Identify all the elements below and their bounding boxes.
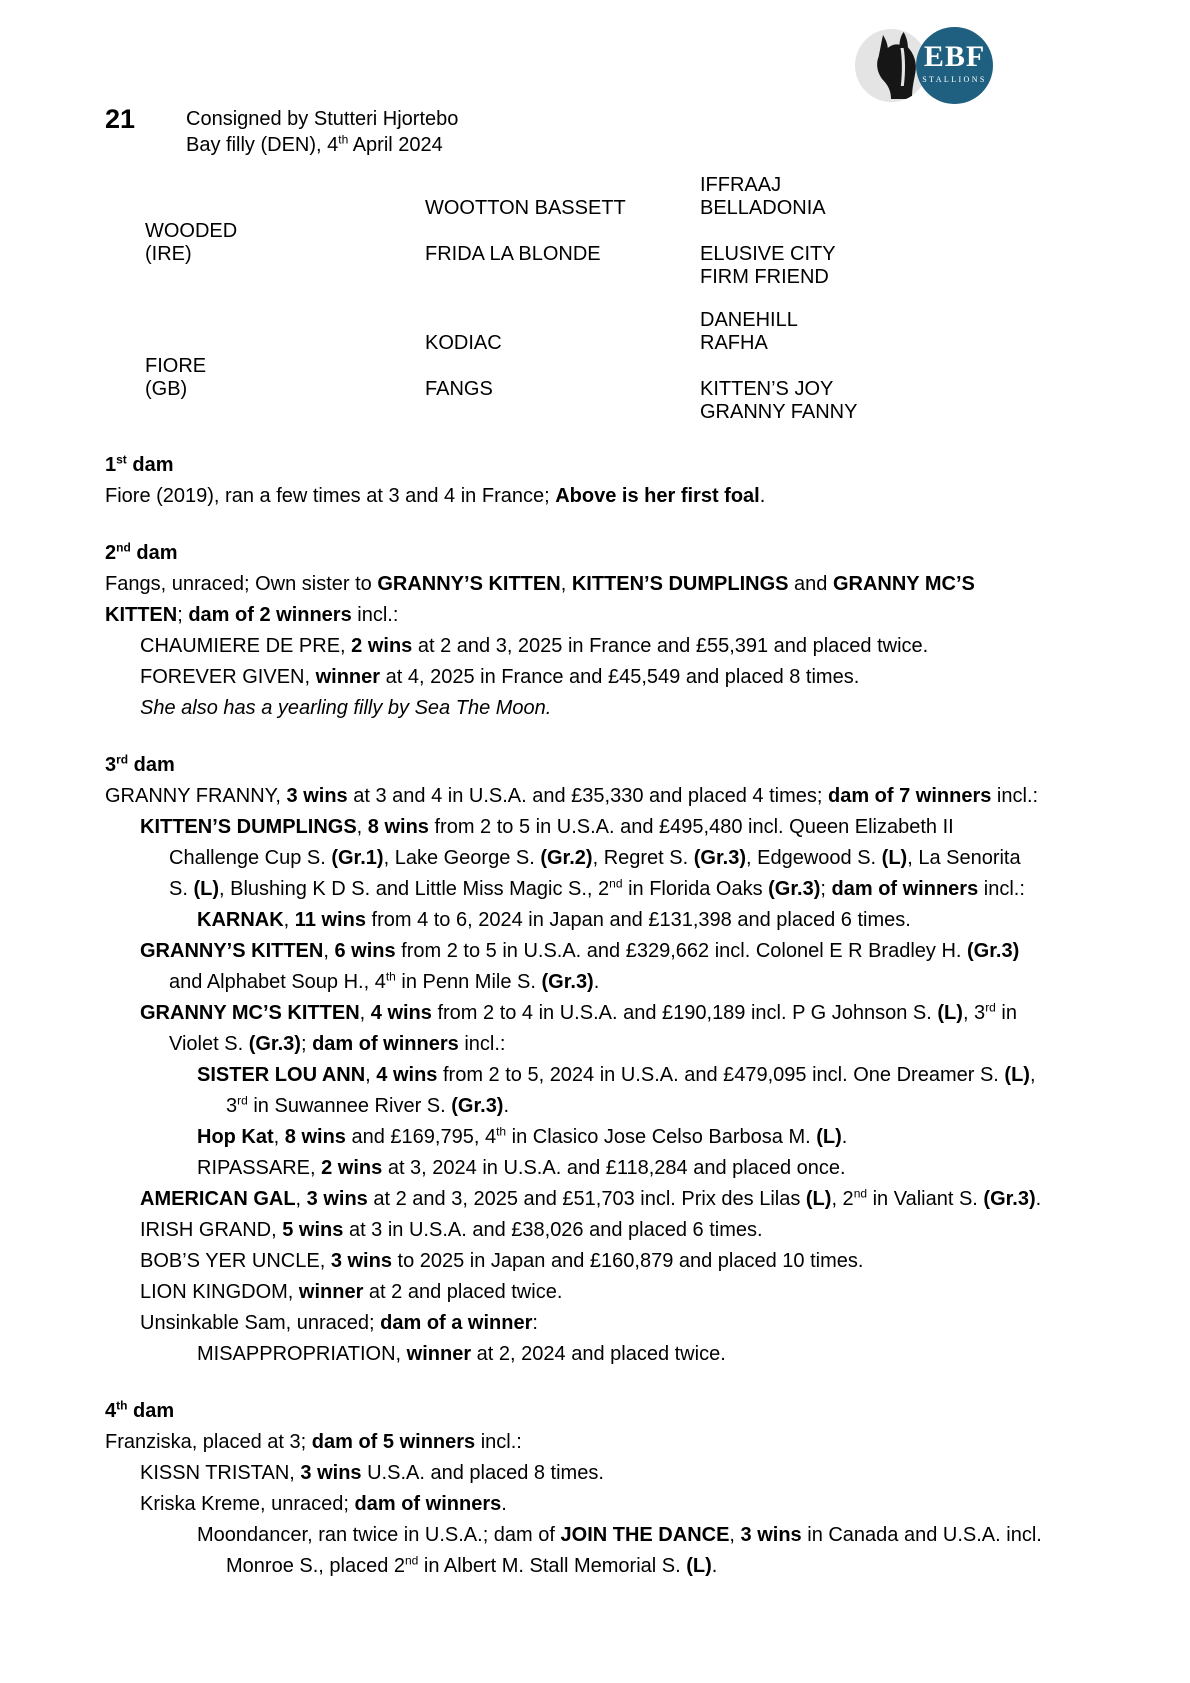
text-segment: RIPASSARE, [197,1157,322,1179]
text-segment: dam of a winner [380,1312,533,1334]
text-segment: dam of 2 winners [188,604,352,626]
pedigree-empty-cell [145,197,425,220]
text-segment: and Alphabet Soup H., 4 [169,971,386,993]
ebf-stallions-logo [855,27,992,104]
text-segment: dam [127,1400,175,1422]
text-segment: 3 wins [300,1462,362,1484]
catalogue-text-line [105,1489,1085,1520]
text-segment: : [532,1312,538,1334]
pedigree-name: DANEHILL [700,309,798,331]
text-segment: (Gr.3) [541,971,594,993]
text-segment: Monroe S., placed 2 [226,1555,405,1577]
pedigree-group-gap [145,289,1085,309]
pedigree-name: FIORE [145,355,207,377]
pedigree-name: (GB) [145,378,188,400]
text-segment: 3 [105,754,117,776]
catalogue-text-line [105,1122,1085,1153]
superscript: st [116,452,127,467]
text-segment: at 2 and 3, 2025 and £51,703 incl. Prix des Lilas [367,1188,806,1210]
text-segment: 1 [105,454,117,476]
text-segment: 3 wins [740,1524,802,1546]
catalogue-text-line [105,998,1085,1029]
text-segment: , Regret S. [592,847,694,869]
text-segment: (Gr.3) [768,878,821,900]
superscript: nd [853,1186,868,1201]
dam-heading [105,450,1085,481]
text-segment: (L) [881,847,908,869]
text-segment: S. [169,878,194,900]
text-segment: April 2024 [348,134,443,156]
text-segment: dam [128,754,175,776]
pedigree-empty-cell [145,401,425,424]
text-segment: (Gr.1) [331,847,384,869]
text-segment: in Albert M. Stall Memorial S. [418,1555,687,1577]
pedigree-empty-cell [425,401,700,424]
text-segment: dam of winners [312,1033,459,1055]
text-segment: Above is her first foal [555,485,760,507]
text-segment: Kriska Kreme, unraced; [140,1493,355,1515]
catalogue-text-line [105,1277,1085,1308]
text-segment: dam of 5 winners [311,1431,476,1453]
text-segment: , [729,1524,741,1546]
text-segment: KISSN TRISTAN, [140,1462,301,1484]
superscript: nd [609,876,623,891]
text-segment: KITTEN’S DUMPLINGS [140,816,357,838]
catalogue-text-line [105,1427,1085,1458]
text-segment: 2 wins [351,635,413,657]
text-segment: at 3 and 4 in U.S.A. and £35,330 and placed 4 times; [347,785,828,807]
pedigree-name: (IRE) [145,243,192,265]
text-segment: LION KINGDOM, [140,1281,299,1303]
pedigree-name: ELUSIVE CITY [700,243,836,265]
text-segment: GRANNY FRANNY, [105,785,287,807]
catalogue-text-line [105,1184,1085,1215]
text-segment: ; [177,604,189,626]
text-segment: at 3, 2024 in U.S.A. and £118,284 and placed once. [382,1157,846,1179]
pedigree-row [145,401,1085,424]
text-segment: incl.: [991,785,1039,807]
text-segment: . [759,485,766,507]
text-segment: 3 wins [330,1250,392,1272]
text-segment: 3 [226,1095,238,1117]
text-segment: in Canada and U.S.A. incl. [801,1524,1042,1546]
pedigree-name: RAFHA [700,332,768,354]
text-segment: U.S.A. and placed 8 times. [361,1462,604,1484]
text-segment: , [1029,1064,1036,1086]
text-segment: MISAPPROPRIATION, [197,1343,407,1365]
text-segment: 3 wins [286,785,348,807]
text-segment: JOIN THE DANCE [560,1524,730,1546]
superscript: nd [405,1553,419,1568]
catalogue-text-line [105,967,1085,998]
text-segment: (L) [816,1126,842,1148]
catalogue-text-line [105,1060,1085,1091]
text-segment: (L) [686,1555,712,1577]
pedigree-empty-cell [700,220,1085,243]
text-segment: (Gr.3) [983,1188,1036,1210]
text-segment: , Blushing K D S. and Little Miss Magic S., 2 [219,878,610,900]
text-segment: 2 [105,542,117,564]
text-segment: . [503,1095,510,1117]
text-segment: 11 wins [294,909,366,931]
dam-heading [105,538,1085,569]
text-segment: . [593,971,600,993]
pedigree-table [145,174,1085,424]
text-segment: KITTEN [105,604,178,626]
pedigree-empty-cell [145,266,425,289]
text-segment: 4 wins [370,1002,432,1024]
text-segment: . [711,1555,718,1577]
text-segment: in Valiant S. [867,1188,984,1210]
catalogue-text-line [105,781,1085,812]
text-segment: at 4, 2025 in France and £45,549 and placed 8 times. [380,666,860,688]
superscript: th [116,1398,128,1413]
text-segment: Unsinkable Sam, unraced; [140,1312,381,1334]
text-segment: incl.: [978,878,1025,900]
lot-header [105,106,1085,158]
text-segment: Franziska, placed at 3; [105,1431,312,1453]
text-segment: , [283,909,295,931]
text-segment: from 2 to 5, 2024 in U.S.A. and £479,095 incl. One Dreamer S. [437,1064,1005,1086]
catalogue-text-line [105,1308,1085,1339]
pedigree-row [145,378,1085,401]
text-segment: GRANNY’S KITTEN [140,940,324,962]
pedigree-row [145,266,1085,289]
text-segment: , Lake George S. [383,847,541,869]
text-segment: in Florida Oaks [622,878,769,900]
text-segment: , [295,1188,307,1210]
text-segment: BOB’S YER UNCLE, [140,1250,331,1272]
pedigree-row [145,220,1085,243]
pedigree-name: KODIAC [425,332,502,354]
pedigree-empty-cell [425,220,700,243]
catalogue-text-line [105,600,1085,631]
text-segment: incl.: [475,1431,522,1453]
text-segment: . [841,1126,848,1148]
text-segment: , Edgewood S. [746,847,882,869]
text-segment: KARNAK [197,909,284,931]
text-segment: , [323,940,335,962]
text-segment: (L) [193,878,219,900]
text-segment: IRISH GRAND, [140,1219,283,1241]
pedigree-empty-cell [145,174,425,197]
pedigree-empty-cell [145,309,425,332]
text-segment: dam of 7 winners [828,785,992,807]
text-segment: Moondancer, ran twice in U.S.A.; dam of [197,1524,561,1546]
lot-number: 21 [105,104,136,134]
pedigree-name: WOOTTON BASSETT [425,197,626,219]
pedigree-name: FIRM FRIEND [700,266,829,288]
pedigree-row [145,174,1085,197]
superscript: rd [116,752,129,767]
text-segment: GRANNY MC’S [832,573,975,595]
text-segment: Fiore (2019), ran a few times at 3 and 4 in France; [105,485,556,507]
ebf-badge [916,27,993,104]
dam-heading [105,750,1085,781]
text-segment: 2 wins [321,1157,383,1179]
text-segment: , La Senorita [907,847,1021,869]
superscript: rd [985,1000,996,1015]
text-segment: dam of winners [831,878,979,900]
catalogue-text-line [105,569,1085,600]
pedigree-name: FRIDA LA BLONDE [425,243,601,265]
superscript: th [338,132,349,147]
text-segment: from 2 to 5 in U.S.A. and £329,662 incl. Colonel E R Bradley H. [395,940,968,962]
text-segment: (Gr.3) [967,940,1020,962]
catalogue-text-line [105,481,1085,512]
dam-heading [105,1396,1085,1427]
catalogue-text-line [105,1520,1085,1551]
catalogue-text-line [105,936,1085,967]
pedigree-row [145,355,1085,378]
superscript: th [385,969,396,984]
text-segment: winner [315,666,381,688]
text-segment: SISTER LOU ANN [197,1064,366,1086]
text-segment: from 2 to 5 in U.S.A. and £495,480 incl. Queen Elizabeth II [428,816,954,838]
text-segment: 8 wins [284,1126,346,1148]
text-segment: Violet S. [169,1033,249,1055]
pedigree-empty-cell [425,174,700,197]
pedigree-name: WOODED [145,220,238,242]
catalogue-text-line [105,662,1085,693]
text-segment: , [365,1064,377,1086]
catalogue-text-line [105,631,1085,662]
text-segment: AMERICAN GAL [140,1188,296,1210]
text-segment: ; [300,1033,313,1055]
text-segment: and £169,795, 4 [345,1126,497,1148]
text-segment: . [501,1493,507,1515]
text-segment: 4 wins [376,1064,438,1086]
text-segment: GRANNY MC’S KITTEN [140,1002,360,1024]
text-segment: at 2 and placed twice. [363,1281,563,1303]
text-segment: , [356,816,368,838]
text-segment: , [560,573,572,595]
text-segment: from 4 to 6, 2024 in Japan and £131,398 and placed 6 times. [365,909,911,931]
text-segment: and [788,573,833,595]
text-segment: (Gr.2) [540,847,593,869]
pedigree-row [145,332,1085,355]
catalogue-text-line [105,1029,1085,1060]
text-segment: winner [406,1343,472,1365]
text-segment: , [273,1126,285,1148]
section-dam2 [105,538,1085,724]
pedigree-name: FANGS [425,378,493,400]
text-segment: , [359,1002,371,1024]
dam-sections [105,450,1085,1582]
text-segment: in [995,1002,1017,1024]
text-segment: ; [820,878,832,900]
pedigree-name: BELLADONIA [700,197,826,219]
catalogue-text-line [105,1339,1085,1370]
pedigree-name: IFFRAAJ [700,174,782,196]
text-segment: 8 wins [367,816,429,838]
text-segment: in Penn Mile S. [395,971,542,993]
section-dam1 [105,450,1085,512]
text-segment: (L) [805,1188,832,1210]
consignor-block [186,106,458,158]
text-segment: KITTEN’S DUMPLINGS [571,573,789,595]
text-segment: Hop Kat [197,1126,274,1148]
text-segment: (Gr.3) [451,1095,504,1117]
text-segment: dam [126,454,174,476]
pedigree-row [145,197,1085,220]
text-segment: from 2 to 4 in U.S.A. and £190,189 incl. P G Johnson S. [431,1002,938,1024]
text-segment: (Gr.3) [248,1033,301,1055]
text-segment: at 2, 2024 and placed twice. [471,1343,726,1365]
section-dam4 [105,1396,1085,1582]
text-segment: GRANNY’S KITTEN [377,573,561,595]
text-segment: dam of winners [354,1493,502,1515]
text-segment: 5 wins [282,1219,344,1241]
text-segment: to 2025 in Japan and £160,879 and placed 10 times. [391,1250,864,1272]
superscript: nd [116,540,131,555]
ebf-label: EBF [923,40,986,73]
text-segment: at 2 and 3, 2025 in France and £55,391 and placed twice. [412,635,929,657]
page-content [0,106,1190,1582]
catalogue-text-line [105,693,1085,724]
catalogue-text-line [105,874,1085,905]
catalogue-text-line [105,843,1085,874]
text-segment: Challenge Cup S. [169,847,332,869]
catalogue-text-line [105,1215,1085,1246]
pedigree-name: GRANNY FANNY [700,401,858,423]
pedigree-empty-cell [425,355,700,378]
pedigree-empty-cell [700,355,1085,378]
pedigree-empty-cell [425,309,700,332]
text-segment: 4 [105,1400,117,1422]
text-segment: Bay filly (DEN), 4 [186,134,339,156]
catalogue-text-line [105,1458,1085,1489]
pedigree-empty-cell [145,332,425,355]
pedigree-row [145,243,1085,266]
text-segment: winner [298,1281,364,1303]
catalogue-text-line [105,812,1085,843]
pedigree-name: KITTEN’S JOY [700,378,834,400]
section-dam3 [105,750,1085,1370]
superscript: rd [237,1093,248,1108]
text-segment: Fangs, unraced; Own sister to [105,573,378,595]
text-segment: . [1035,1188,1042,1210]
text-segment: in Suwannee River S. [247,1095,452,1117]
text-segment: FOREVER GIVEN, [140,666,316,688]
text-segment: , 2 [831,1188,854,1210]
text-segment: in Clasico Jose Celso Barbosa M. [506,1126,817,1148]
text-segment: CHAUMIERE DE PRE, [140,635,352,657]
catalogue-text-line [105,1153,1085,1184]
text-segment: incl.: [458,1033,506,1055]
catalogue-text-line [105,1551,1085,1582]
pedigree-empty-cell [425,266,700,289]
text-segment: 6 wins [334,940,396,962]
superscript: th [496,1124,507,1139]
text-segment: at 3 in U.S.A. and £38,026 and placed 6 times. [343,1219,763,1241]
catalogue-text-line [105,1246,1085,1277]
text-segment: She also has a yearling filly by Sea The Moon. [140,697,552,719]
stallions-label: STALLIONS [922,75,987,84]
text-segment: incl.: [351,604,399,626]
text-segment: (L) [937,1002,963,1024]
pedigree-row [145,309,1085,332]
horse-head-glyph [861,31,923,101]
text-segment: 3 wins [306,1188,368,1210]
text-segment: (Gr.3) [693,847,746,869]
consignor-line: Consigned by Stutteri Hjortebo [186,108,459,130]
catalogue-text-line [105,1091,1085,1122]
horse-description [186,132,458,158]
text-segment: , 3 [962,1002,986,1024]
catalogue-text-line [105,905,1085,936]
text-segment: dam [130,542,178,564]
text-segment: (L) [1004,1064,1030,1086]
